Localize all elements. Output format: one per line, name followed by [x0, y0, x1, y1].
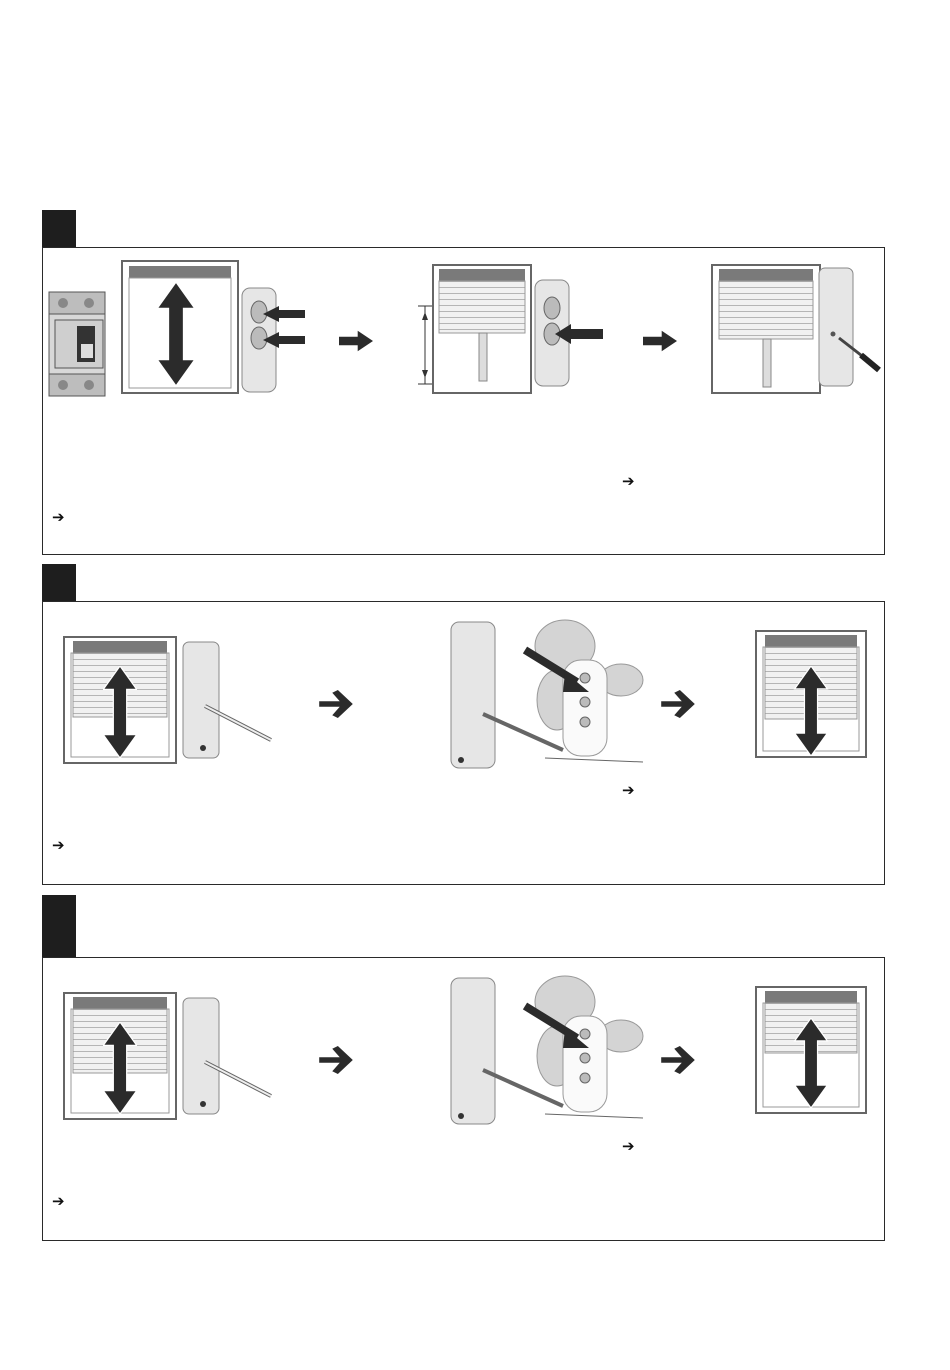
blind-closed-illustration	[413, 264, 533, 396]
window-updown-illustration	[121, 260, 241, 396]
blind-updown-illustration	[63, 636, 179, 766]
step-arrow-2b	[659, 690, 697, 718]
note-arrow-3a: ➔	[622, 1137, 635, 1155]
note-arrow-3b: ➔	[52, 1192, 65, 1210]
note-arrow-2a: ➔	[622, 781, 635, 799]
step-panel-2	[42, 601, 885, 885]
step-arrow-3b	[659, 1046, 697, 1074]
remote-control-illustration	[239, 286, 309, 396]
blind-result-illustration	[755, 986, 871, 1116]
step-marker-1	[42, 210, 76, 248]
step-panel-1	[42, 247, 885, 555]
step-arrow-3a	[317, 1046, 355, 1074]
transmitter-pen-illustration	[181, 640, 277, 764]
blind-updown-illustration	[63, 992, 179, 1122]
blind-result-illustration	[755, 630, 871, 760]
circuit-breaker-illustration	[47, 290, 111, 398]
note-arrow-1a: ➔	[622, 472, 635, 490]
step-arrow-1a	[339, 330, 373, 352]
step-arrow-2a	[317, 690, 355, 718]
step-marker-3	[42, 895, 76, 958]
note-arrow-1b: ➔	[52, 508, 65, 526]
blind-transmitter-illustration	[711, 264, 883, 396]
remote-control-stop-illustration	[531, 278, 605, 390]
step-arrow-1b	[643, 330, 677, 352]
step-panel-3	[42, 957, 885, 1241]
transmitter-pen-illustration	[181, 996, 277, 1120]
transmitter-fan-illustration	[445, 610, 645, 770]
note-arrow-2b: ➔	[52, 836, 65, 854]
step-marker-2	[42, 564, 76, 602]
transmitter-fan-illustration	[445, 966, 645, 1126]
